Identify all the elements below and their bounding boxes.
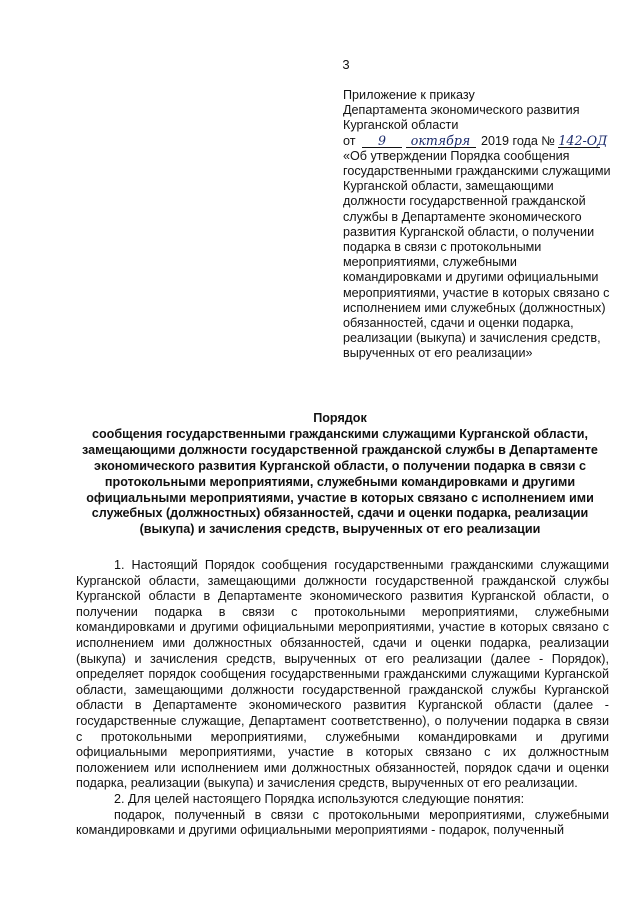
annex-line-3: Курганской области [343, 118, 459, 133]
date-year: 2019 года № [481, 133, 555, 148]
document-heading [80, 411, 600, 538]
handwritten-date-day: 9 [362, 134, 402, 148]
handwritten-date-month: октября [406, 134, 476, 148]
heading-subtitle: сообщения государственными гражданскими служащими Курганской области, замещающими должности государственной гражданской службы в Департаменте экономического развития Курганской области, о получении подарка в связи с протокольными мероприятиями, служебными командировками и другими официальными мероприятиями, участие в которых связано с исполнением ими служебных (должностных) обязанностей, сдачи и оценки подарка, реализации (выкупа) и зачисления средств, вырученных от его реализации [82, 426, 598, 537]
annex-title: «Об утверждении Порядка сообщения государственными гражданскими служащими Курганской области, замещающими должности государственной гражданской службы в Департаменте экономического развития Курганской области, о получении подарка в связи с протокольными мероприятиями, служебными командировками и другими официальными мероприятиями, участие в которых связано с исполнением ими служебных (должностных) обязанностей, сдачи и оценки подарка, реализации (выкупа) и зачисления средств, вырученных от его реализации» [343, 148, 611, 361]
handwritten-order-number: 142-ОД [558, 132, 608, 148]
annex-line-2: Департамента экономического развития [343, 103, 580, 118]
page-number: 3 [342, 57, 350, 72]
annex-date-line [343, 134, 618, 149]
heading-title: Порядок [313, 411, 367, 425]
annex-block [343, 88, 618, 362]
annex-line-1: Приложение к приказу [343, 88, 475, 102]
date-prefix: от [343, 133, 356, 148]
paragraph-3: подарок, полученный в связи с протокольными мероприятиями, служебными командировками и другими официальными мероприятиями - подарок, полученный [76, 807, 609, 838]
document-body [76, 558, 609, 839]
paragraph-2: 2. Для целей настоящего Порядка используются следующие понятия: [114, 791, 525, 806]
paragraph-1: 1. Настоящий Порядок сообщения государственными гражданскими служащими Курганской области, замещающими должности государственной гражданской службы Курганской области в Департаменте экономического развития Курганской области, о получении подарка в связи с протокольными мероприятиями, служебными командировками и другими официальными мероприятиями, участие в которых связано с исполнением ими должностных обязанностей, сдачи и оценки подарка, реализации (выкупа) и зачисления средств, вырученных от его реализации (далее - Порядок), определяет порядок сообщения государственными гражданскими служащими Курганской области, замещающими должности государственной гражданской службы Курганской области в Департаменте экономического развития Курганской области (далее - государственные служащие, Департамент соответственно), о получении подарка в связи с протокольными мероприятиями, служебными командировками и другими официальными мероприятиями, участие в которых связано с их должностным положением или исполнением ими должностных обязанностей, порядок сдачи и оценки подарка, реализации (выкупа) и зачисления средств, вырученных от его реализации. [76, 558, 609, 791]
